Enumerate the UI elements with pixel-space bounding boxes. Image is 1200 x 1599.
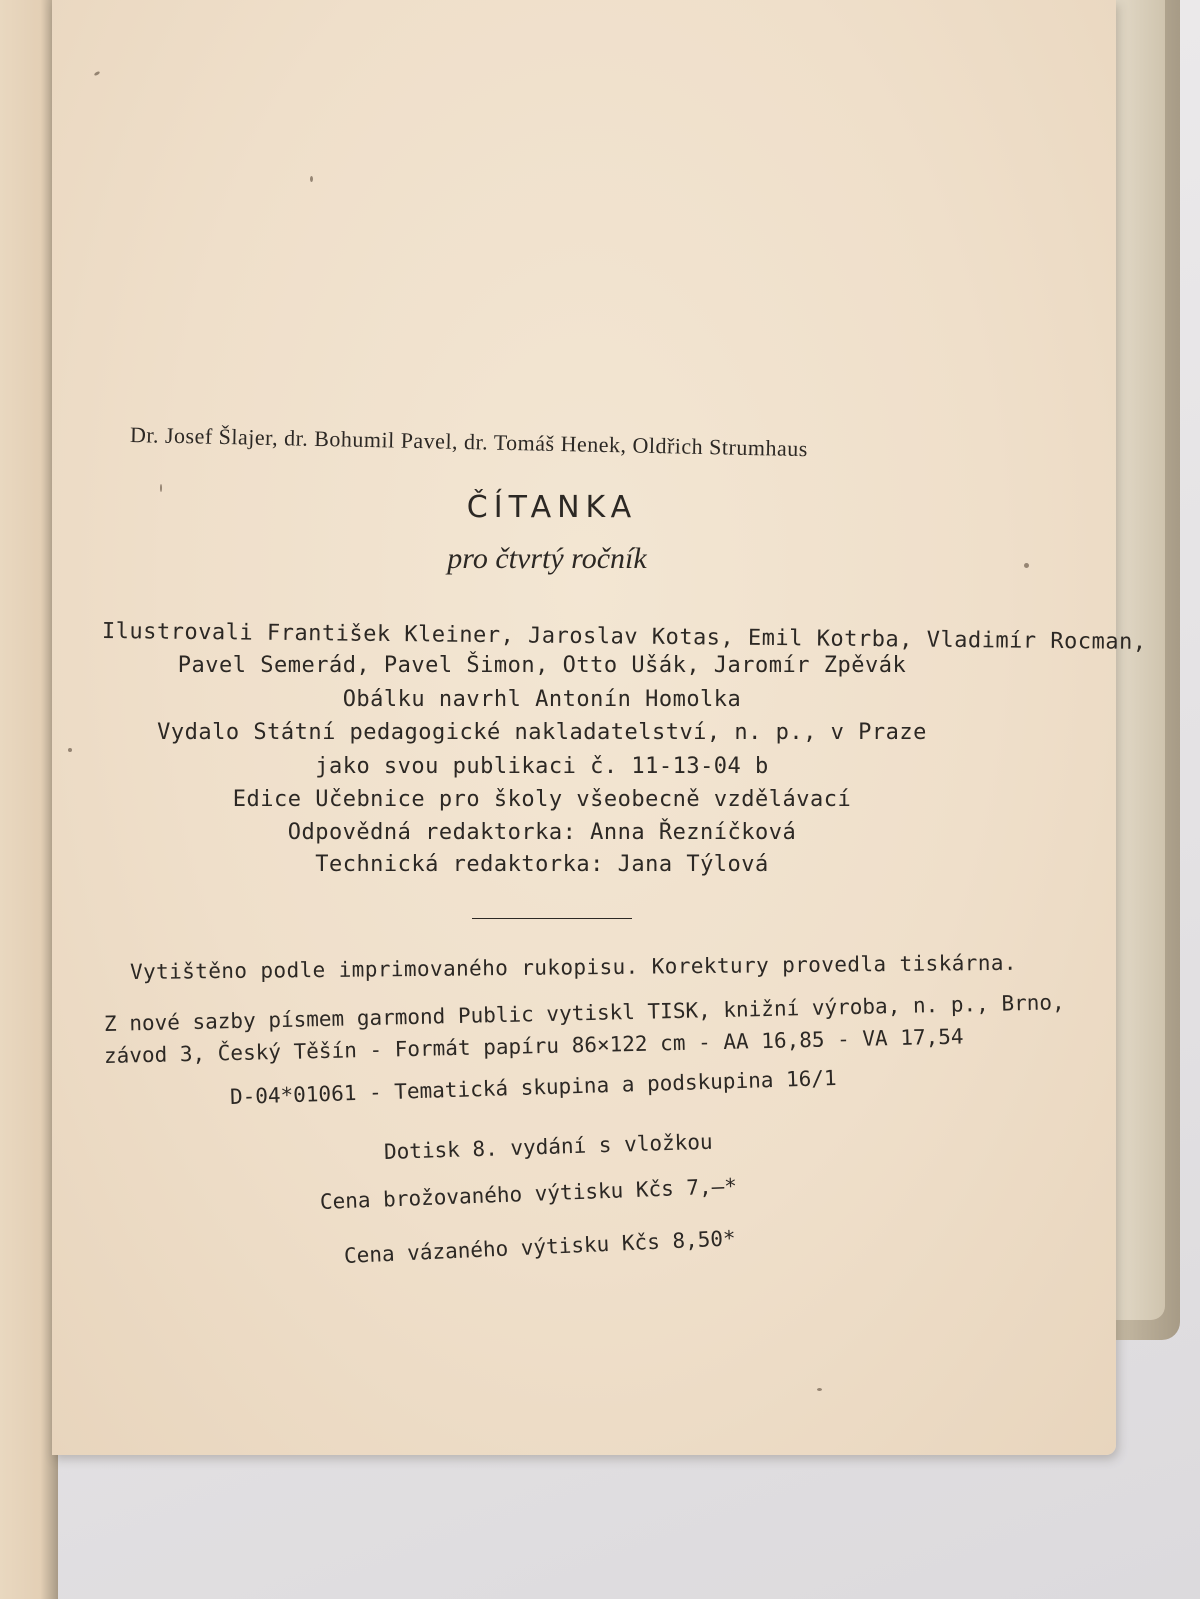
paper-speck: [160, 484, 162, 492]
responsible-editor: Odpovědná redaktorka: Anna Řezníčková: [287, 820, 797, 845]
authors-line: Dr. Josef Šlajer, dr. Bohumil Pavel, dr. Tomáš Henek, Oldřich Strumhaus: [129, 422, 809, 462]
book-title: ČÍTANKA: [466, 490, 638, 525]
paper-speck: [94, 71, 101, 77]
paper-speck: [310, 176, 313, 182]
publisher-line-1: Vydalo Státní pedagogické nakladatelství, n. p., v Praze: [157, 720, 927, 745]
left-page-edge: [0, 0, 58, 1599]
publisher-line-2: jako svou publikaci č. 11-13-04 b: [315, 754, 769, 779]
imprint-line-1: Z nové sazby písmem garmond Public vytiskl TISK, knižní výroba, n. p., Brno,: [103, 990, 1065, 1036]
price-paperback: Cena brožovaného výtisku Kčs 7,—*: [319, 1173, 738, 1214]
printed-note: Vytištěno podle imprimovaného rukopisu. Korektury provedla tiskárna.: [129, 950, 1018, 984]
reprint-note: Dotisk 8. vydání s vložkou: [383, 1129, 713, 1164]
edition-series: Edice Učebnice pro školy všeobecně vzdělávací: [232, 787, 852, 812]
imprint-line-2: závod 3, Český Těšín - Formát papíru 86×122 cm - AA 16,85 - VA 17,54: [103, 1024, 964, 1068]
illustrators-line-2: Pavel Semerád, Pavel Šimon, Otto Ušák, Jaromír Zpěvák: [177, 653, 907, 678]
illustrators-line-1: Ilustrovali František Kleiner, Jaroslav Kotas, Emil Kotrba, Vladimír Rocman,: [101, 619, 1147, 655]
technical-editor: Technická redaktorka: Jana Týlová: [315, 852, 769, 877]
section-divider: [472, 918, 632, 919]
paper-speck: [1024, 563, 1029, 568]
imprint-line-3: D-04*01061 - Tematická skupina a podskupina 16/1: [229, 1065, 837, 1109]
paper-speck: [68, 748, 72, 752]
book-page: [52, 0, 1147, 1455]
book-subtitle: pro čtvrtý ročník: [447, 542, 647, 575]
price-bound: Cena vázaného výtisku Kčs 8,50*: [343, 1226, 737, 1268]
paper-speck: [817, 1388, 822, 1391]
cover-designer: Obálku navrhl Antonín Homolka: [342, 687, 742, 712]
